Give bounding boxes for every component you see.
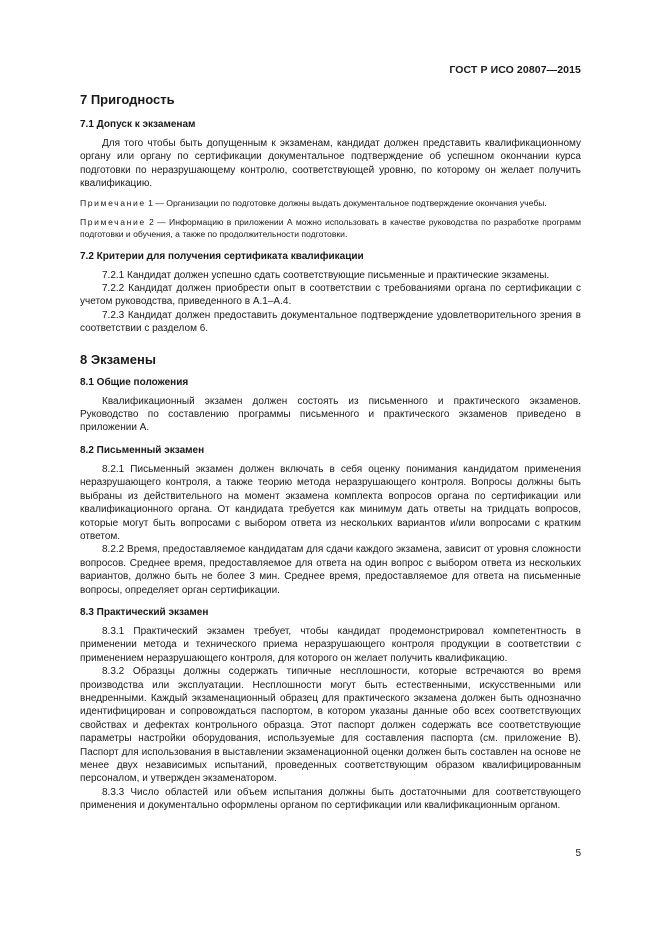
note-1-label: Примечание — [80, 197, 146, 208]
section-8-3-3: 8.3.3 Число областей или объем испытания должны быть достаточными для соответствующего применения и документально оформлены органом по сертификации или квалификационным органом. — [80, 786, 581, 812]
section-8-2-title: 8.2 Письменный экзамен — [80, 444, 205, 456]
note-2 — [80, 216, 581, 240]
section-8-3-1: 8.3.1 Практический экзамен требует, чтобы кандидат продемонстрировал компетентность в применении метода и технического приема неразрушающего контроля продукции в соответствии с применением неразрушающего контроля, для которого он желает получить квалификацию. — [80, 625, 581, 664]
note-1-text: 1 — Организации по подготовке должны выдать документальное подтверждение окончания учебы. — [145, 197, 547, 208]
section-7-2-1: 7.2.1 Кандидат должен успешно сдать соответствующие письменные и практические экзамены. — [102, 269, 550, 281]
section-8-title: 8 Экзамены — [80, 351, 156, 367]
section-8-3-2: 8.3.2 Образцы должны содержать типичные несплошности, которые встречаются во время производства или эксплуатации. Несплошности могут быть естественными, искусственными или внедренными. Каждый экзаменационный образец для практического экзамена должен быть однозначно идентифицирован и сопровождаться паспортом, в котором указаны данные обо всех соответствующих свойствах и дефектах контрольного образца. Этот паспорт должен содержать все соответствующие параметры настройки оборудования, используемые для составления паспорта (см. приложение В). Паспорт для использования в выставлении экзаменационной оценки должен быть составлен на основе не менее двух независимых испытаний, проведенных соответствующим образом квалифицированным персоналом, и утвержден экзаменатором. — [80, 666, 581, 785]
section-7-2-title: 7.2 Критерии для получения сертификата квалификации — [80, 250, 364, 262]
document-code: ГОСТ Р ИСО 20807—2015 — [449, 64, 581, 76]
section-7-1-title: 7.1 Допуск к экзаменам — [80, 119, 196, 130]
section-7-1-text: Для того чтобы быть допущенным к экзаменам, кандидат должен представить квалификационному органу или органу по сертификации документальное подтверждение об успешном окончании курса подготовки по неразрушающему контролю, соответствующей уровню, по которому он желает получить квалификацию. — [80, 138, 581, 190]
page-content — [80, 92, 581, 813]
page-number: 5 — [575, 848, 581, 859]
note-1 — [80, 197, 581, 209]
section-7-title: 7 Пригодность — [80, 92, 175, 107]
section-8-2-2: 8.2.2 Время, предоставляемое кандидатам для сдачи каждого экзамена, зависит от уровня сложности вопросов. Среднее время, предоставляемое для ответа на один вопрос с выбором ответа из нескольких вариантов, должно быть не более 3 мин. Среднее время, предоставляемое для ответа на письменные вопросы, определяет орган сертификации. — [80, 544, 581, 596]
note-2-text: 2 — Информацию в приложении А можно использовать в качестве руководства по разработке программ подготовки и обучения, а также по продолжительности подготовки. — [80, 216, 581, 239]
section-7-2-2: 7.2.2 Кандидат должен приобрести опыт в соответствии с требованиями органа по сертификации с учетом руководства, приведенного в А.1–А.4. — [80, 283, 581, 308]
section-8-1-title: 8.1 Общие положения — [80, 376, 189, 388]
section-8-1-text: Квалификационный экзамен должен состоять из письменного и практического экзаменов. Руководство по составлению программы письменного и практического экзаменов приведено в приложении А. — [80, 395, 581, 434]
section-7-2-3: 7.2.3 Кандидат должен предоставить документальное подтверждение удовлетворительного зрения в соответствии с разделом 6. — [80, 309, 581, 335]
section-8-2-1: 8.2.1 Письменный экзамен должен включать в себя оценку понимания кандидатом применения неразрушающего контроля, а также теорию метода неразрушающего контроля. Вопросы должны быть выбраны из действительного на момент экзамена комплекта вопросов органа по сертификации или квалификационного органа. От кандидата требуется как минимум дать ответы на тридцать вопросов, которые могут быть вопросами с выбором ответа из нескольких вариантов и/или вопросами с кратким ответом. — [80, 463, 581, 542]
note-2-label: Примечание — [80, 216, 146, 227]
section-8-3-title: 8.3 Практический экзамен — [80, 606, 209, 618]
